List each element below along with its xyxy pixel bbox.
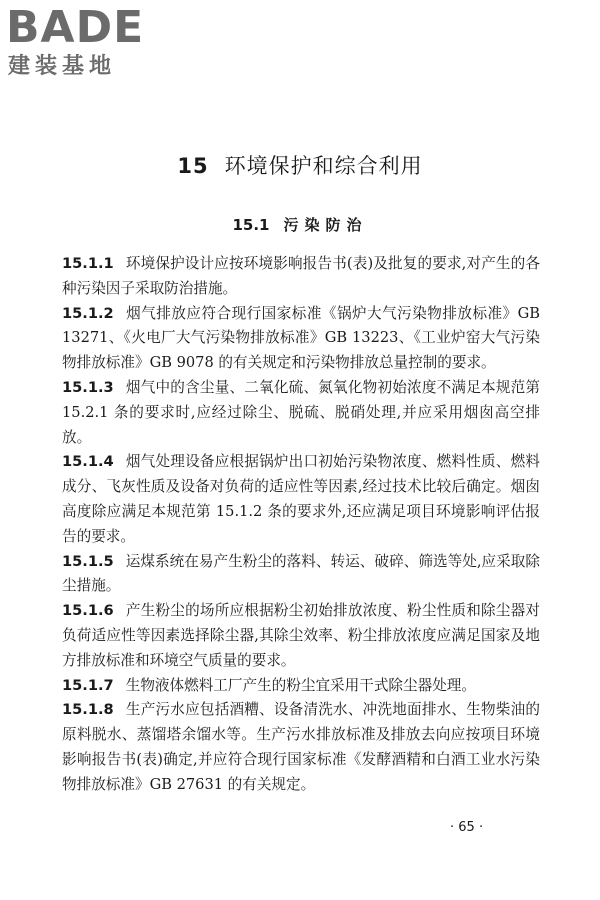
- section-number: 15.1: [232, 216, 270, 234]
- clause-15-1-6: [62, 599, 540, 673]
- clause-15-1-5: [62, 550, 540, 600]
- chapter-number: 15: [177, 154, 209, 178]
- brand-logo: [6, 4, 144, 82]
- clause-text: 生物液体燃料工厂产生的粉尘宜采用干式除尘器处理。: [125, 676, 476, 694]
- section-title: [0, 214, 600, 235]
- clause-number: 15.1.7: [62, 676, 114, 694]
- clause-text: 环境保护设计应按环境影响报告书(表)及批复的要求,对产生的各种污染因子采取防治措施。: [62, 255, 540, 297]
- logo-wordmark: BADE: [6, 2, 145, 53]
- clause-text: 运煤系统在易产生粉尘的落料、转运、破碎、筛选等处,应采取除尘措施。: [62, 552, 540, 595]
- clause-list: [62, 252, 540, 798]
- clause-number: 15.1.3: [62, 378, 114, 396]
- clause-text: 产生粉尘的场所应根据粉尘初始排放浓度、粉尘性质和除尘器对负荷适应性等因素选择除尘器,其除尘效率、粉尘排放浓度应满足国家及地方排放标准和环境空气质量的要求。: [62, 602, 540, 669]
- clause-15-1-1: [62, 252, 540, 302]
- clause-text: 烟气中的含尘量、二氧化硫、氮氧化物初始浓度不满足本规范第 15.2.1 条的要求时,应经过除尘、脱硫、脱硝处理,并应采用烟囱高空排放。: [62, 378, 540, 446]
- section-title-text: 污染防治: [283, 216, 368, 234]
- clause-15-1-7: [62, 674, 540, 699]
- clause-15-1-2: [62, 302, 540, 376]
- clause-number: 15.1.2: [62, 304, 114, 322]
- clause-15-1-3: [62, 376, 540, 450]
- logo-subtitle: 建装基地: [8, 54, 117, 79]
- clause-15-1-8: [62, 698, 540, 797]
- clause-number: 15.1.8: [62, 701, 114, 719]
- chapter-title: [0, 150, 600, 180]
- clause-15-1-4: [62, 450, 540, 549]
- page-number: · 65 ·: [450, 820, 484, 835]
- clause-number: 15.1.1: [62, 255, 114, 272]
- clause-number: 15.1.6: [62, 602, 114, 620]
- clause-text: 烟气排放应符合现行国家标准《锅炉大气污染物排放标准》GB 13271、《火电厂大气污染物排放标准》GB 13223、《工业炉窑大气污染物排放标准》GB 9078 的有关规定和污染物排放总量控制的要求。: [62, 304, 540, 372]
- clause-number: 15.1.4: [62, 453, 114, 471]
- chapter-title-text: 环境保护和综合利用: [224, 154, 423, 178]
- clause-text: 烟气处理设备应根据锅炉出口初始污染物浓度、燃料性质、燃料成分、飞灰性质及设备对负荷的适应性等因素,经过技术比较后确定。烟囱高度除应满足本规范第 15.1.2 条的要求外,还应满足项目环境影响评估报告的要求。: [62, 453, 540, 545]
- clause-text: 生产污水应包括酒糟、设备清洗水、冲洗地面排水、生物柴油的原料脱水、蒸馏塔余馏水等。生产污水排放标准及排放去向应按项目环境影响报告书(表)确定,并应符合现行国家标准《发酵酒精和白酒工业水污染物排放标准》GB 27631 的有关规定。: [62, 701, 540, 793]
- clause-number: 15.1.5: [62, 552, 114, 570]
